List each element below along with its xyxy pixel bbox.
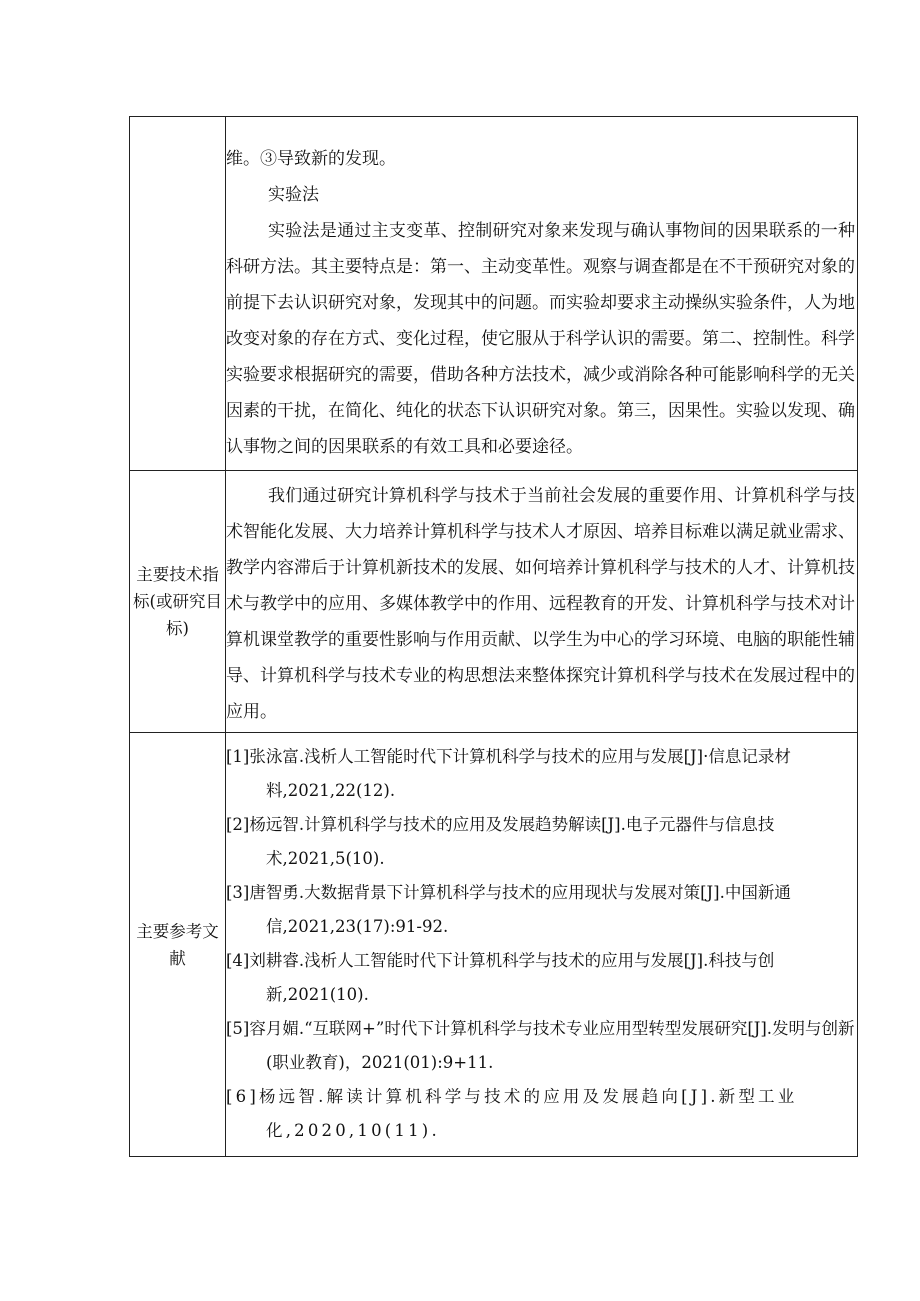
references-label: 主要参考文献 bbox=[130, 733, 226, 1157]
reference-item: [4]刘耕睿.浅析人工智能时代下计算机科学与技术的应用与发展[J].科技与创新,2021(10). bbox=[226, 951, 775, 1004]
experiment-paragraph: 实验法是通过主支变革、控制研究对象来发现与确认事物间的因果联系的一种科研方法。其主要特点是：第一、主动变革性。观察与调查都是在不干预研究对象的前提下去认识研究对象，发现其中的问题。而实验却要求主动操纵实验条件，人为地改变对象的存在方式、变化过程，使它服从于科学认识的需要。第二、控制性。科学实验要求根据研究的需要，借助各种方法技术，减少或消除各种可能影响科学的无关因素的干扰，在简化、纯化的状态下认识研究对象。第三，因果性。实验以发现、确认事物之间的因果联系的有效工具和必要途径。 bbox=[226, 221, 855, 457]
methods-content bbox=[226, 117, 858, 471]
targets-row bbox=[130, 471, 858, 733]
reference-item: [1]张泳富.浅析人工智能时代下计算机科学与技术的应用与发展[J]·信息记录材料,2021,22(12). bbox=[226, 747, 791, 800]
reference-item: [3]唐智勇.大数据背景下计算机科学与技术的应用现状与发展对策[J].中国新通信,2021,23(17):91-92. bbox=[226, 883, 791, 936]
continuation-line: 维。③导致新的发现。 bbox=[226, 149, 396, 169]
reference-item: [2]杨远智.计算机科学与技术的应用及发展趋势解读[J].电子元器件与信息技术,2021,5(10). bbox=[226, 815, 775, 868]
proposal-table bbox=[129, 116, 858, 1157]
methods-row bbox=[130, 117, 858, 471]
reference-item: [5]容月媚.“互联网+”时代下计算机科学与技术专业应用型转型发展研究[J].发明与创新(职业教育)，2021(01):9+11. bbox=[226, 1019, 855, 1072]
targets-content bbox=[226, 471, 858, 733]
targets-paragraph: 我们通过研究计算机科学与技术于当前社会发展的重要作用、计算机科学与技术智能化发展、大力培养计算机科学与技术人才原因、培养目标难以满足就业需求、教学内容滞后于计算机新技术的发展、如何培养计算机科学与技术的人才、计算机技术与教学中的应用、多媒体教学中的作用、远程教育的开发、计算机科学与技术对计算机课堂教学的重要性影响与作用贡献、以学生为中心的学习环境、电脑的职能性辅导、计算机科学与技术专业的构思想法来整体探究计算机科学与技术在发展过程中的应用。 bbox=[226, 486, 855, 722]
references-content bbox=[226, 733, 858, 1157]
reference-item: [6]杨远智.解读计算机科学与技术的应用及发展趋向[J].新型工业化,2020,10(11). bbox=[226, 1087, 798, 1140]
targets-label: 主要技术指标(或研究目标) bbox=[130, 471, 226, 733]
references-row bbox=[130, 733, 858, 1157]
experiment-heading: 实验法 bbox=[268, 185, 319, 205]
methods-label bbox=[130, 117, 226, 471]
